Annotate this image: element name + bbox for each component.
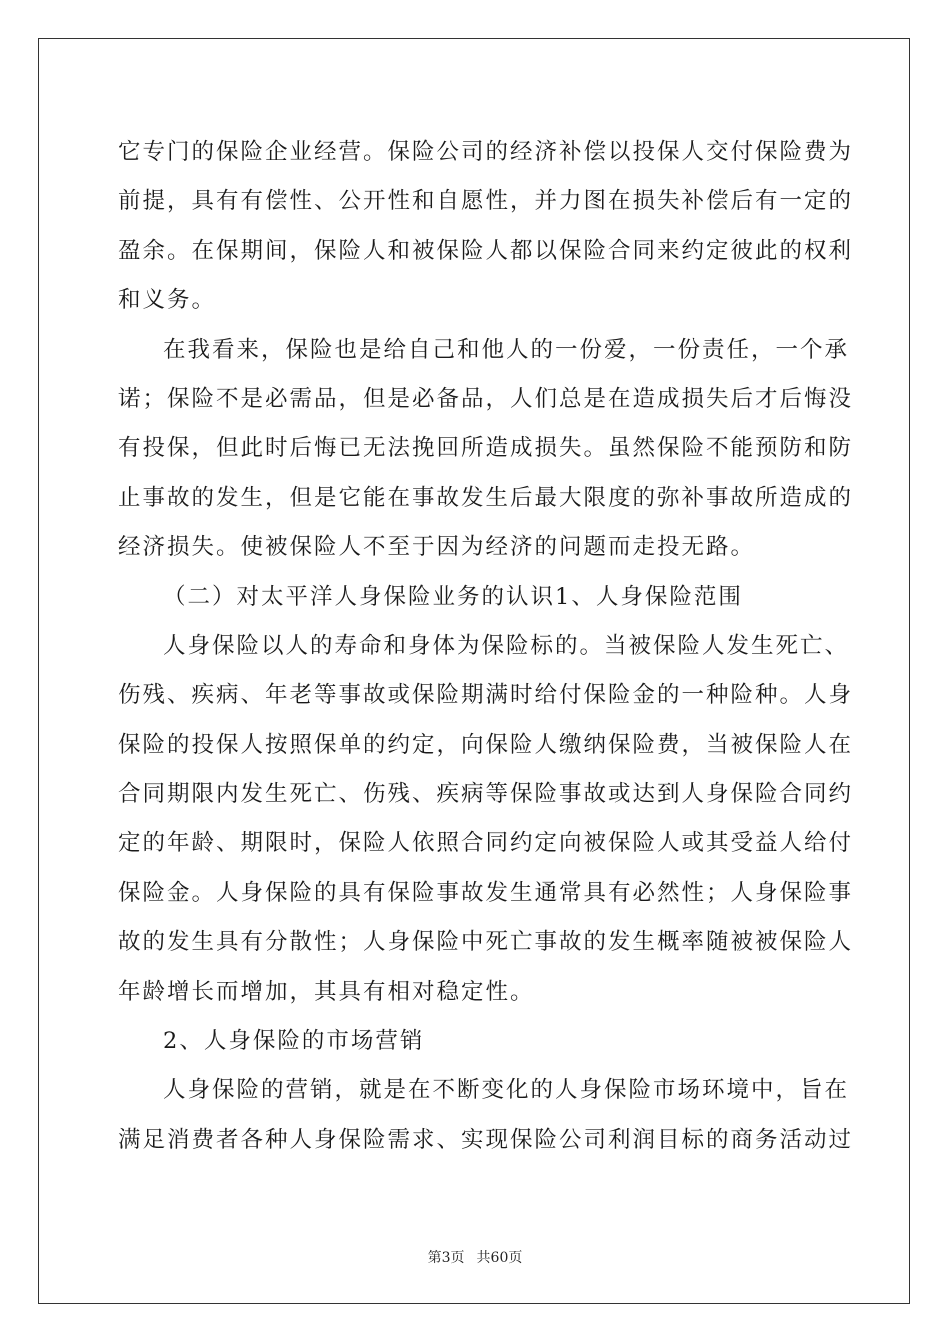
text-line: 故的发生具有分散性；人身保险中死亡事故的发生概率随被被保险人	[118, 929, 854, 956]
page-footer	[0, 1247, 950, 1267]
text-line: 经济损失。使被保险人不至于因为经济的问题而走投无路。	[118, 534, 756, 561]
text-line: 伤残、疾病、年老等事故或保险期满时给付保险金的一种险种。人身	[118, 682, 854, 709]
section-heading: 2、人身保险的市场营销	[163, 1028, 425, 1055]
text-line: 它专门的保险企业经营。保险公司的经济补偿以投保人交付保险费为	[118, 139, 854, 165]
page-total: 共60页	[476, 1250, 523, 1266]
text-line: 合同期限内发生死亡、伤残、疾病等保险事故或达到人身保险合同约	[118, 781, 854, 808]
text-line: 满足消费者各种人身保险需求、实现保险公司利润目标的商务活动过	[118, 1126, 854, 1153]
section-heading: （二）对太平洋人身保险业务的认识1、人身保险范围	[163, 583, 743, 610]
paragraph-first-line: 人身保险的营销，就是在不断变化的人身保险市场环境中，旨在	[163, 1077, 850, 1104]
text-line: 诺；保险不是必需品，但是必备品，人们总是在造成损失后才后悔没	[118, 385, 854, 412]
text-line: 有投保，但此时后悔已无法挽回所造成损失。虽然保险不能预防和防	[118, 435, 854, 462]
text-line: 年龄增长而增加，其具有相对稳定性。	[118, 978, 535, 1005]
text-line: 前提，具有有偿性、公开性和自愿性，并力图在损失补偿后有一定的	[118, 188, 854, 215]
text-line: 保险的投保人按照保单的约定，向保险人缴纳保险费，当被保险人在	[118, 731, 854, 758]
text-line: 和义务。	[118, 287, 217, 314]
page-number: 第3页	[427, 1250, 465, 1266]
text-line: 盈余。在保期间，保险人和被保险人都以保险合同来约定彼此的权利	[118, 237, 854, 264]
paragraph-first-line: 人身保险以人的寿命和身体为保险标的。当被保险人发生死亡、	[163, 632, 850, 659]
text-line: 止事故的发生，但是它能在事故发生后最大限度的弥补事故所造成的	[118, 484, 854, 511]
paragraph-first-line: 在我看来，保险也是给自己和他人的一份爱，一份责任，一个承	[163, 336, 850, 363]
text-line: 定的年龄、期限时，保险人依照合同约定向被保险人或其受益人给付	[118, 830, 854, 857]
text-line: 保险金。人身保险的具有保险事故发生通常具有必然性；人身保险事	[118, 879, 854, 906]
document-body	[118, 128, 854, 1165]
